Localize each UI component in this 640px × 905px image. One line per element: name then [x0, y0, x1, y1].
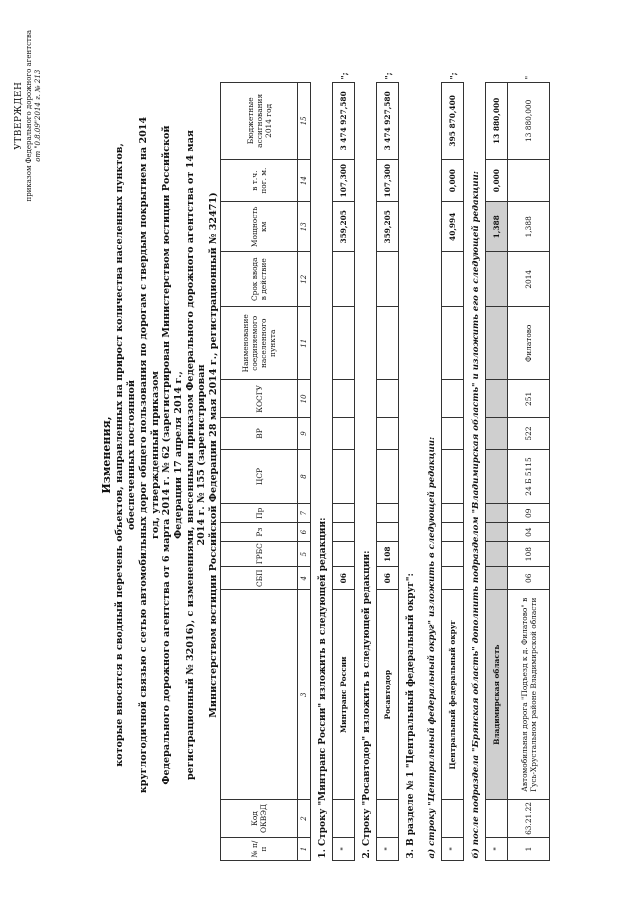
approval-by: приказом Федерального дорожного агентства [25, 30, 34, 202]
cell-kosgu: 251 [508, 380, 550, 418]
cell-kosgu [333, 380, 355, 418]
section-subheading [420, 63, 442, 861]
cell-kosgu [377, 380, 399, 418]
cell-gbs [333, 542, 355, 567]
cell-pr [486, 504, 508, 523]
col-number: 15 [298, 82, 311, 160]
cell-settlement [442, 307, 464, 380]
cell-settlement [377, 307, 399, 380]
cell-pr [333, 504, 355, 523]
table-row [508, 63, 550, 861]
heading-line: Министерством юстиции Российской Федерации 28 мая 2014 г., регистрационный № 32471) [208, 192, 220, 718]
cell-end: "; [382, 72, 393, 80]
cell-year: 13 880,000 [486, 82, 508, 160]
header-settlement: Наименование соединяемого населенного пункта [221, 307, 298, 380]
heading-line: регистрационный № 32016), с изменениями, внесенными приказом Федерального дорожного агентства от 14 мая 2014 г. № 155 (зарегистрирован [184, 129, 208, 781]
cell-year: 3 474 927,580 [377, 82, 399, 160]
cell-sbp: 06 [333, 567, 355, 590]
header-vr: ВР [221, 418, 298, 449]
cell-incl: 0,000 [442, 160, 464, 202]
cell-sbp: 06 [508, 567, 550, 590]
col-number: 4 [298, 567, 311, 590]
header-budget: Бюджетные ассигнования [245, 93, 264, 148]
cell-gbs [442, 542, 464, 567]
cell-incl: 0,000 [486, 160, 508, 202]
col-number: 2 [298, 800, 311, 838]
cell-settlement [486, 307, 508, 380]
header-sbp: СБП [221, 567, 298, 590]
approval-date: от "0.8.09"2014 г. № 213 [34, 69, 42, 162]
cell-vr [486, 418, 508, 449]
cell-pr [377, 504, 399, 523]
cell-sbp: 06 [377, 567, 399, 590]
cell-km: 1,388 [508, 202, 550, 252]
section-subheading [464, 63, 486, 861]
table-row [486, 63, 508, 861]
cell-num: " [486, 837, 508, 860]
header-km-label: км [259, 221, 268, 232]
cell-vr [333, 418, 355, 449]
cell-vr [377, 418, 399, 449]
cell-deadline [442, 252, 464, 307]
approval-title: УТВЕРЖДЕН [14, 81, 24, 150]
section-title: 3. В разделе № 1 "Центральный федеральный округ": [405, 573, 416, 859]
col-number: 14 [298, 160, 311, 202]
section-heading [311, 63, 333, 861]
cell-pr: 09 [508, 504, 550, 523]
cell-name: Владимирская область [486, 590, 508, 800]
cell-vr [442, 418, 464, 449]
header-name [221, 590, 298, 800]
cell-pr [442, 504, 464, 523]
cell-name: Минтранс России [333, 590, 355, 800]
cell-rz [442, 523, 464, 542]
header-pr: Пр [221, 504, 298, 523]
col-number: 9 [298, 418, 311, 449]
cell-csr: 24 Б 5115 [508, 449, 550, 504]
table-header-row [221, 63, 298, 861]
cell-csr [333, 449, 355, 504]
column-number-row [298, 63, 311, 861]
header-spacer [221, 63, 298, 82]
cell-year: 13 880,000 [508, 82, 550, 160]
document-heading [100, 115, 220, 795]
cell-deadline [486, 252, 508, 307]
cell-settlement: Филатово [508, 307, 550, 380]
cell-kosgu [442, 380, 464, 418]
header-rz: Рз [221, 523, 298, 542]
section-title: 2. Строку "Росавтодор" изложить в следующей редакции: [361, 550, 372, 859]
header-okved: Код ОКВЭД [221, 800, 298, 838]
col-number: 6 [298, 523, 311, 542]
header-incl: в т.ч. пог. м. [221, 160, 298, 202]
cell-sbp [442, 567, 464, 590]
approval-stamp [14, 30, 43, 201]
cell-num: " [442, 837, 464, 860]
cell-deadline [333, 252, 355, 307]
cell-end: "; [338, 72, 349, 80]
cell-year: 3 474 927,580 [333, 82, 355, 160]
col-number: 10 [298, 380, 311, 418]
cell-incl: 107,300 [377, 160, 399, 202]
header-power: Мощность [250, 206, 259, 248]
heading-line: которые вносятся в сводный перечень объектов, направленных на прирост количества населенных пунктов, обеспеченных постоянной [114, 143, 138, 767]
header-deadline: Срок ввода в действие [221, 252, 298, 307]
col-number: 3 [298, 590, 311, 800]
cell-km: 359,205 [377, 202, 399, 252]
cell-rz [377, 523, 399, 542]
cell-end: "; [447, 72, 458, 80]
cell-okved [333, 800, 355, 838]
cell-sbp [486, 567, 508, 590]
section-heading [399, 63, 421, 861]
cell-end: " [524, 75, 533, 80]
section-subtitle: а) строку "Центральный федеральный округ" изложить в следующей редакции: [426, 436, 437, 859]
cell-csr [486, 449, 508, 504]
cell-name: Росавтодор [377, 590, 399, 800]
col-number: 1 [298, 837, 311, 860]
cell-name: Центральный федеральный округ [442, 590, 464, 800]
changes-table [220, 63, 550, 861]
cell-okved [442, 800, 464, 838]
cell-okved [377, 800, 399, 838]
cell-num: " [333, 837, 355, 860]
cell-deadline: 2014 [508, 252, 550, 307]
table-row [442, 63, 464, 861]
cell-num: " [377, 837, 399, 860]
heading-line: Федерального дорожного агентства от 6 марта 2014 г. № 62 (зарегистрирован Министерством юстиции Российской Федерации 17 апреля 2014 г., [161, 125, 184, 785]
header-kosgu: КОСГУ [221, 380, 298, 418]
cell-kosgu [486, 380, 508, 418]
cell-incl: 107,300 [333, 160, 355, 202]
cell-rz [333, 523, 355, 542]
cell-rz: 04 [508, 523, 550, 542]
col-number-spacer [298, 63, 311, 82]
col-number: 13 [298, 202, 311, 252]
col-number: 5 [298, 542, 311, 567]
table-row [377, 63, 399, 861]
cell-gbs: 108 [508, 542, 550, 567]
header-year-label: 2014 год [263, 103, 273, 138]
cell-vr: 522 [508, 418, 550, 449]
section-subtitle: б) после подраздела "Брянская область" дополнить подразделом "Владимирская область" и изложить его в следующей редакции: [470, 171, 481, 859]
header-csr: ЦСР [221, 449, 298, 504]
cell-okved [486, 800, 508, 838]
cell-csr [442, 449, 464, 504]
cell-num: 1 [508, 837, 550, 860]
header-km [221, 202, 298, 252]
section-title: 1. Строку "Минтранс России" изложить в следующей редакции: [317, 517, 328, 859]
cell-km: 40,994 [442, 202, 464, 252]
col-number: 7 [298, 504, 311, 523]
cell-okved: 63.21.22 [508, 800, 550, 838]
header-gbs: ГРБС [221, 542, 298, 567]
cell-csr [377, 449, 399, 504]
cell-year: 395 870,400 [442, 82, 464, 160]
cell-gbs [486, 542, 508, 567]
cell-settlement [333, 307, 355, 380]
cell-gbs: 108 [377, 542, 399, 567]
cell-incl [508, 160, 550, 202]
header-year [221, 82, 298, 160]
col-number: 12 [298, 252, 311, 307]
cell-km: 1,388 [486, 202, 508, 252]
header-num: № п/п [221, 837, 298, 860]
cell-name: Автомобильная дорога "Подъезд к д. Филатово" в Гусь-Хрустальном районе Владимирской области [508, 590, 550, 800]
cell-rz [486, 523, 508, 542]
col-number: 11 [298, 307, 311, 380]
cell-deadline [377, 252, 399, 307]
cell-end [486, 63, 508, 82]
heading-title: Изменения, [100, 416, 113, 494]
cell-km: 359,205 [333, 202, 355, 252]
heading-line: круглогодичной связью с сетью автомобильных дорог общего пользования по дорогам с твердым покрытием на 2014 год, утвержденный приказом [137, 116, 161, 794]
section-heading [355, 63, 377, 861]
col-number: 8 [298, 449, 311, 504]
table-row [333, 63, 355, 861]
